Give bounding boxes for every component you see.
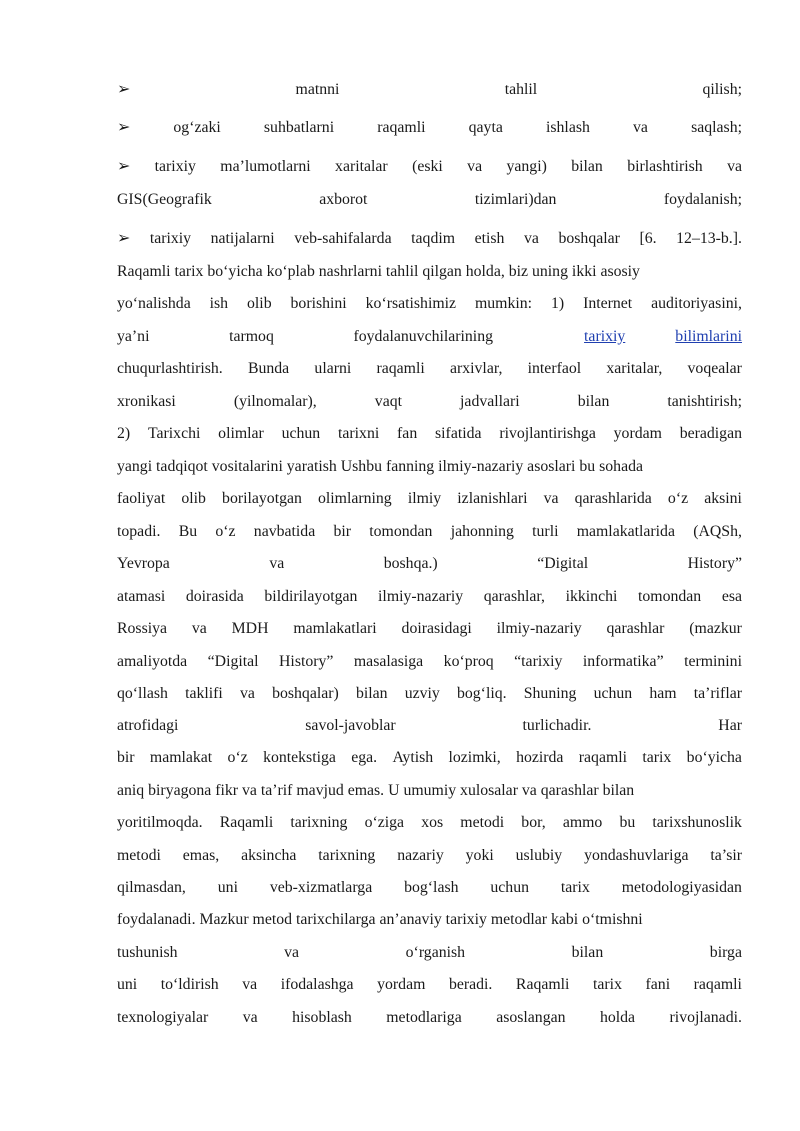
word: olib [247, 295, 272, 312]
text-line-23 [117, 811, 742, 835]
word: tarixiy [149, 230, 192, 247]
word: saqlash; [691, 119, 742, 136]
bullet-arrow-icon: ➢ [117, 158, 131, 175]
word: 12–13-b.]. [676, 230, 742, 247]
word: ularni [314, 360, 352, 377]
word: (yilnomalar), [233, 393, 317, 410]
word: auditoriyasini, [651, 295, 742, 312]
word: Yevropa [117, 555, 170, 572]
word: turlichadir. [522, 717, 592, 734]
text-line-15 [117, 552, 742, 576]
word: ilmiy-nazariy [496, 620, 582, 637]
word: matnni [295, 81, 340, 98]
word: tushunish [117, 944, 178, 961]
word: Bu [178, 523, 198, 540]
word: olib [181, 490, 206, 507]
word: yangi) [506, 158, 547, 175]
word: uchun [490, 879, 529, 896]
word: ma’lumotlarni [220, 158, 311, 175]
word: rivojlanadi. [669, 1009, 742, 1026]
word: tarix [642, 749, 672, 766]
text-line-20 [117, 714, 742, 738]
text-line-14 [117, 520, 742, 544]
word: atamasi [117, 588, 166, 605]
word: ish [209, 295, 229, 312]
word: hozirda [516, 749, 564, 766]
word: tarixning [290, 814, 348, 831]
word: natijalarni [210, 230, 275, 247]
word: birga [709, 944, 742, 961]
word: “tarixiy [514, 653, 563, 670]
word: asoslangan [496, 1009, 566, 1026]
word: tomondan [638, 588, 702, 605]
text-line-22: aniq biryagona fikr va ta’rif mavjud emas. U umumiy xulosalar va qarashlar bilan [117, 782, 635, 799]
word: metodlariga [386, 1009, 462, 1026]
word: Tarixchi [147, 425, 201, 442]
word: interfaol [527, 360, 582, 377]
word: Raqamli [515, 976, 570, 993]
bullet-line-2 [117, 116, 742, 140]
word: yoritilmoqda. [117, 814, 203, 831]
word: uslubiy [515, 847, 563, 864]
word: “Digital [537, 555, 589, 572]
word: ammo [562, 814, 603, 831]
text-line-29 [117, 1006, 742, 1030]
word: fan [397, 425, 418, 442]
text-line-27 [117, 941, 742, 965]
text-line-4 [117, 188, 742, 212]
text-line-16 [117, 585, 742, 609]
word: atrofidagi [117, 717, 179, 734]
word: tahlil [504, 81, 538, 98]
word: va [524, 230, 539, 247]
word: emas, [182, 847, 220, 864]
word: 2) [117, 425, 131, 442]
text-line-11 [117, 422, 742, 446]
word: uzviy [404, 685, 440, 702]
word: yordam [613, 425, 662, 442]
word: mamlakatlarida [576, 523, 675, 540]
word: qarashlar [606, 620, 665, 637]
word: Shuning [523, 685, 577, 702]
text-line-8 [117, 325, 742, 349]
word: bir [333, 523, 352, 540]
word: mamlakat [149, 749, 213, 766]
bullet-arrow-icon: ➢ [117, 230, 131, 247]
word: masalasiga [353, 653, 424, 670]
word: yondashuvlariga [584, 847, 689, 864]
word: axborot [319, 191, 368, 208]
word: Internet [583, 295, 633, 312]
word: metodologiyasidan [621, 879, 742, 896]
word: bo‘yicha [686, 749, 742, 766]
word: arxivlar, [449, 360, 503, 377]
word: Har [718, 717, 742, 734]
word: rivojlantirishga [499, 425, 596, 442]
word: ishlash [546, 119, 590, 136]
word: bu [619, 814, 636, 831]
word: bilan [577, 393, 610, 410]
word: xronikasi [117, 393, 176, 410]
word: yoki [465, 847, 494, 864]
word: esa [721, 588, 742, 605]
word: ifodalashga [280, 976, 354, 993]
word: taklifi [185, 685, 223, 702]
word: o‘rganish [405, 944, 466, 961]
word: ko‘rsatishimiz [365, 295, 457, 312]
word: etish [474, 230, 505, 247]
word: (eski [412, 158, 443, 175]
word: jahonning [450, 523, 514, 540]
text-line-10 [117, 390, 742, 414]
word: (mazkur [689, 620, 742, 637]
word: ta’sir [710, 847, 742, 864]
word: bog‘lash [404, 879, 459, 896]
word: uchun [281, 425, 321, 442]
word: qarashlar, [483, 588, 545, 605]
word: raqamli [693, 976, 742, 993]
word: [6. [639, 230, 657, 247]
text-line-21 [117, 746, 742, 770]
word: bilan [355, 685, 388, 702]
bullet-line-3 [117, 155, 742, 179]
word: chuqurlashtirish. [117, 360, 223, 377]
word: va [467, 158, 483, 175]
word: vaqt [374, 393, 402, 410]
bullet-line-5 [117, 227, 742, 251]
word: veb-sahifalarda [294, 230, 392, 247]
word: xaritalar, [606, 360, 663, 377]
word: xos [421, 814, 444, 831]
word: va [633, 119, 648, 136]
word: bilan [571, 944, 604, 961]
word: doirasida [185, 588, 244, 605]
word: bor, [521, 814, 546, 831]
word: uni [117, 976, 138, 993]
word: raqamli [377, 119, 426, 136]
word: fani [645, 976, 671, 993]
text-line-12: yangi tadqiqot vositalarini yaratish Ushbu fanning ilmiy-nazariy asoslari bu sohada [117, 458, 644, 475]
line-8-words [117, 325, 493, 349]
word: suhbatlarni [263, 119, 335, 136]
word: o‘ziga [364, 814, 405, 831]
word: va [242, 1009, 258, 1026]
word: va [727, 158, 742, 175]
word: ilmiy [407, 490, 442, 507]
text-line-9 [117, 357, 742, 381]
word: tarixning [318, 847, 376, 864]
word: beradi. [448, 976, 493, 993]
word: informatika” [582, 653, 664, 670]
word: History” [279, 653, 334, 670]
word: bilan [571, 158, 603, 175]
word: olimlarning [318, 490, 392, 507]
word: o‘z [667, 490, 689, 507]
word: va [543, 490, 559, 507]
word: ko‘proq [443, 653, 494, 670]
word: mumkin: [474, 295, 533, 312]
text-line-18 [117, 650, 742, 674]
word: mamlakatlari [293, 620, 377, 637]
word: ta’riflar [693, 685, 742, 702]
text-line-25 [117, 876, 742, 900]
word: bog‘liq. [456, 685, 507, 702]
word: nazariy [397, 847, 444, 864]
word: xaritalar [335, 158, 388, 175]
word: savol-javoblar [305, 717, 396, 734]
text-line-17 [117, 617, 742, 641]
word: taqdim [411, 230, 456, 247]
word: turli [532, 523, 559, 540]
word: tomondan [369, 523, 433, 540]
word: uchun [593, 685, 633, 702]
word: bir [117, 749, 135, 766]
word: doirasidagi [401, 620, 472, 637]
text-line-24 [117, 844, 742, 868]
word: navbatida [253, 523, 316, 540]
word: tarix [593, 976, 622, 993]
bullet-arrow-icon: ➢ [117, 119, 131, 136]
word: qarashlarida [574, 490, 652, 507]
word: veb-xizmatlarga [269, 879, 373, 896]
word: va [269, 555, 285, 572]
word: Aytish [392, 749, 434, 766]
word: va [242, 976, 258, 993]
word: foydalanish; [663, 191, 742, 208]
bullet-arrow-icon: ➢ [117, 81, 131, 98]
word: qilish; [702, 81, 742, 98]
word: ega. [351, 749, 378, 766]
word: metodi [117, 847, 161, 864]
word: texnologiyalar [117, 1009, 209, 1026]
word: Bunda [247, 360, 290, 377]
word: ham [649, 685, 677, 702]
word: lozimki, [448, 749, 501, 766]
text-line-28 [117, 973, 742, 997]
word: va [284, 944, 300, 961]
word: (AQSh, [693, 523, 742, 540]
word: boshqa.) [383, 555, 438, 572]
text-line-7 [117, 292, 742, 316]
word: metodi [460, 814, 505, 831]
word: ilmiy-nazariy [378, 588, 464, 605]
word: va [191, 620, 207, 637]
word: qilmasdan, [117, 879, 186, 896]
word: og‘zaki [173, 119, 221, 136]
word: holda [599, 1009, 636, 1026]
word: yordam [377, 976, 426, 993]
word: 1) [550, 295, 565, 312]
word: ya’ni [117, 328, 150, 345]
word: borilayotgan [222, 490, 302, 507]
word: tarix [560, 879, 590, 896]
word: “Digital [207, 653, 259, 670]
word: o‘z [215, 523, 236, 540]
word: amaliyotda [117, 653, 188, 670]
word: Rossiya [117, 620, 168, 637]
word: tarixni [338, 425, 380, 442]
word: beradigan [679, 425, 742, 442]
word: kontekstiga [263, 749, 336, 766]
text-line-19 [117, 682, 742, 706]
word: tarmoq [229, 328, 274, 345]
word: raqamli [578, 749, 628, 766]
word: borishini [290, 295, 347, 312]
word: hisoblash [292, 1009, 352, 1026]
word: boshqalar [558, 230, 620, 247]
word: GIS(Geografik [117, 191, 212, 208]
word: bildirilayotgan [264, 588, 358, 605]
word: faoliyat [117, 490, 166, 507]
bullet-line-1 [117, 78, 742, 102]
word: birlashtirish [627, 158, 703, 175]
word: aksini [704, 490, 742, 507]
word: o‘z [227, 749, 248, 766]
word: sifatida [435, 425, 482, 442]
word: va [239, 685, 255, 702]
word: topadi. [117, 523, 161, 540]
text-line-26: foydalanadi. Mazkur metod tarixchilarga an’anaviy tarixiy metodlar kabi o‘tmishni [117, 911, 643, 928]
word: voqealar [687, 360, 742, 377]
word: ikkinchi [565, 588, 618, 605]
word: aksincha [241, 847, 297, 864]
word: tizimlari)dan [474, 191, 557, 208]
text-line-13 [117, 487, 742, 511]
word: olimlar [218, 425, 264, 442]
word: boshqalar) [272, 685, 339, 702]
historical-knowledge-link[interactable]: tarixiy bilimlarini [584, 328, 742, 345]
word: terminini [684, 653, 742, 670]
word: MDH [231, 620, 269, 637]
word: History” [687, 555, 742, 572]
word: to‘ldirish [160, 976, 219, 993]
text-line-6: Raqamli tarix bo‘yicha ko‘plab nashrlarni tahlil qilgan holda, biz uning ikki asosiy [117, 263, 640, 280]
word: tarixiy [154, 158, 196, 175]
word: yo‘nalishda [117, 295, 191, 312]
word: uni [217, 879, 238, 896]
word: izlanishlari [457, 490, 528, 507]
word: tarixshunoslik [652, 814, 742, 831]
word: foydalanuvchilarining [353, 328, 493, 345]
word: qayta [468, 119, 503, 136]
word: raqamli [376, 360, 425, 377]
word: qo‘llash [117, 685, 168, 702]
word: tanishtirish; [667, 393, 742, 410]
word: Raqamli [219, 814, 274, 831]
word: jadvallari [460, 393, 520, 410]
